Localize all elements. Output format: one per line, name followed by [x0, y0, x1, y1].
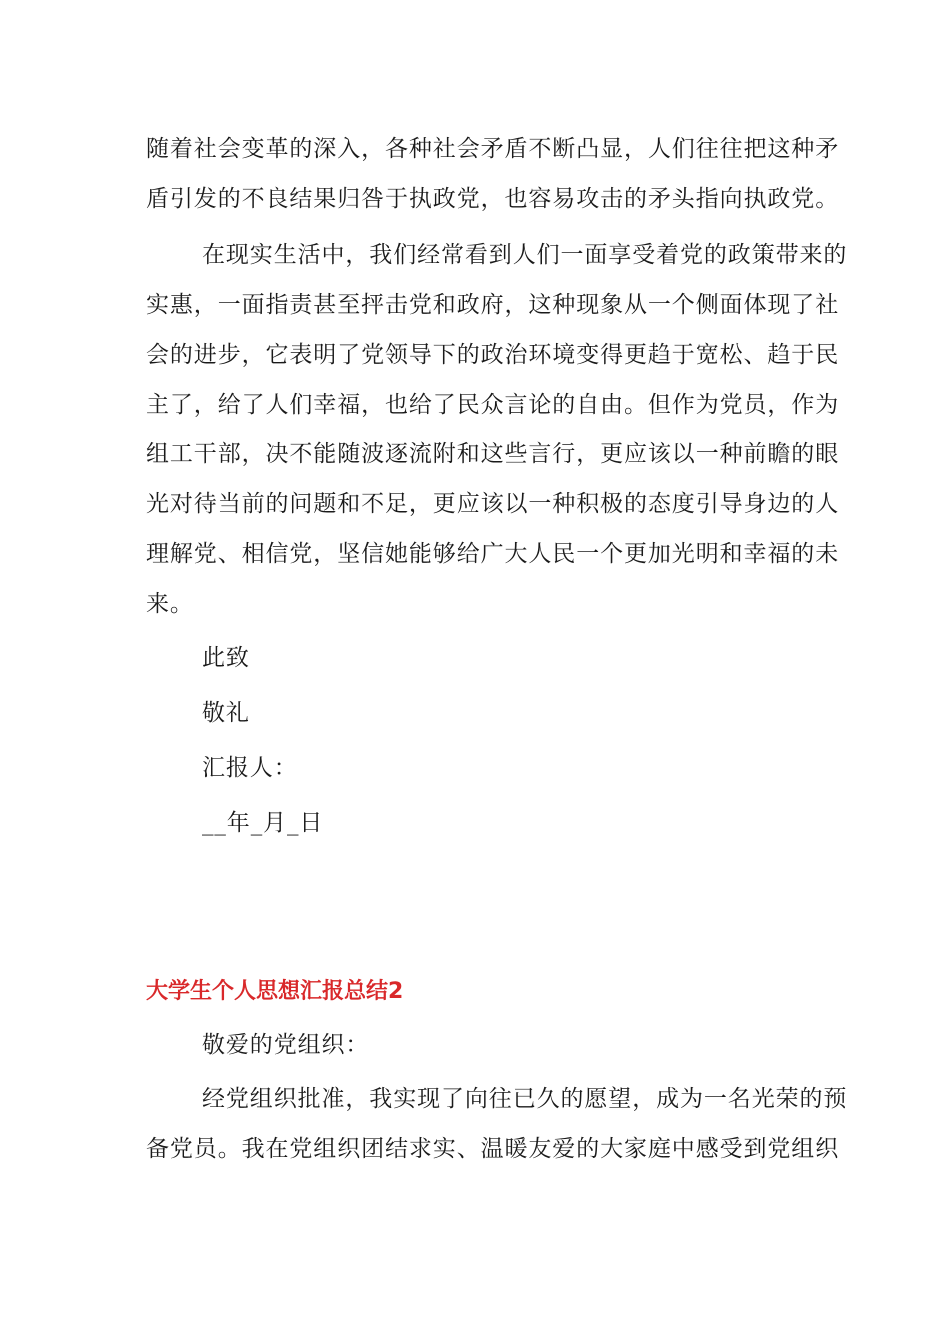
paragraph2-line-7: 理解党、相信党，坚信她能够给广大人民一个更加光明和幸福的未 — [146, 541, 840, 567]
section2-greeting: 敬爱的党组织： — [202, 1032, 370, 1058]
section2-line-2: 备党员。我在党组织团结求实、温暖友爱的大家庭中感受到党组织 — [146, 1136, 840, 1162]
paragraph2-line-4: 主了，给了人们幸福，也给了民众言论的自由。但作为党员，作为 — [146, 392, 840, 418]
closing-reporter: 汇报人： — [202, 755, 298, 781]
closing-salutation: 此致 — [202, 645, 250, 671]
section2-heading: 大学生个人思想汇报总结2 — [146, 979, 404, 1004]
paragraph2-line-1: 在现实生活中，我们经常看到人们一面享受着党的政策带来的 — [202, 242, 848, 268]
closing-regards: 敬礼 — [202, 700, 250, 726]
paragraph2-line-3: 会的进步，它表明了党领导下的政治环境变得更趋于宽松、趋于民 — [146, 342, 840, 368]
closing-date: __年_月_日 — [202, 810, 324, 836]
section2-line-1: 经党组织批准，我实现了向往已久的愿望，成为一名光荣的预 — [202, 1086, 848, 1112]
paragraph2-line-6: 光对待当前的问题和不足，更应该以一种积极的态度引导身边的人 — [146, 491, 840, 517]
paragraph1-line-2: 盾引发的不良结果归咎于执政党，也容易攻击的矛头指向执政党。 — [146, 186, 840, 212]
paragraph1-line-1: 随着社会变革的深入，各种社会矛盾不断凸显，人们往往把这种矛 — [146, 136, 840, 162]
paragraph2-line-8: 来。 — [146, 591, 194, 617]
paragraph2-line-5: 组工干部，决不能随波逐流附和这些言行，更应该以一种前瞻的眼 — [146, 441, 840, 467]
paragraph2-line-2: 实惠，一面指责甚至抨击党和政府，这种现象从一个侧面体现了社 — [146, 292, 840, 318]
